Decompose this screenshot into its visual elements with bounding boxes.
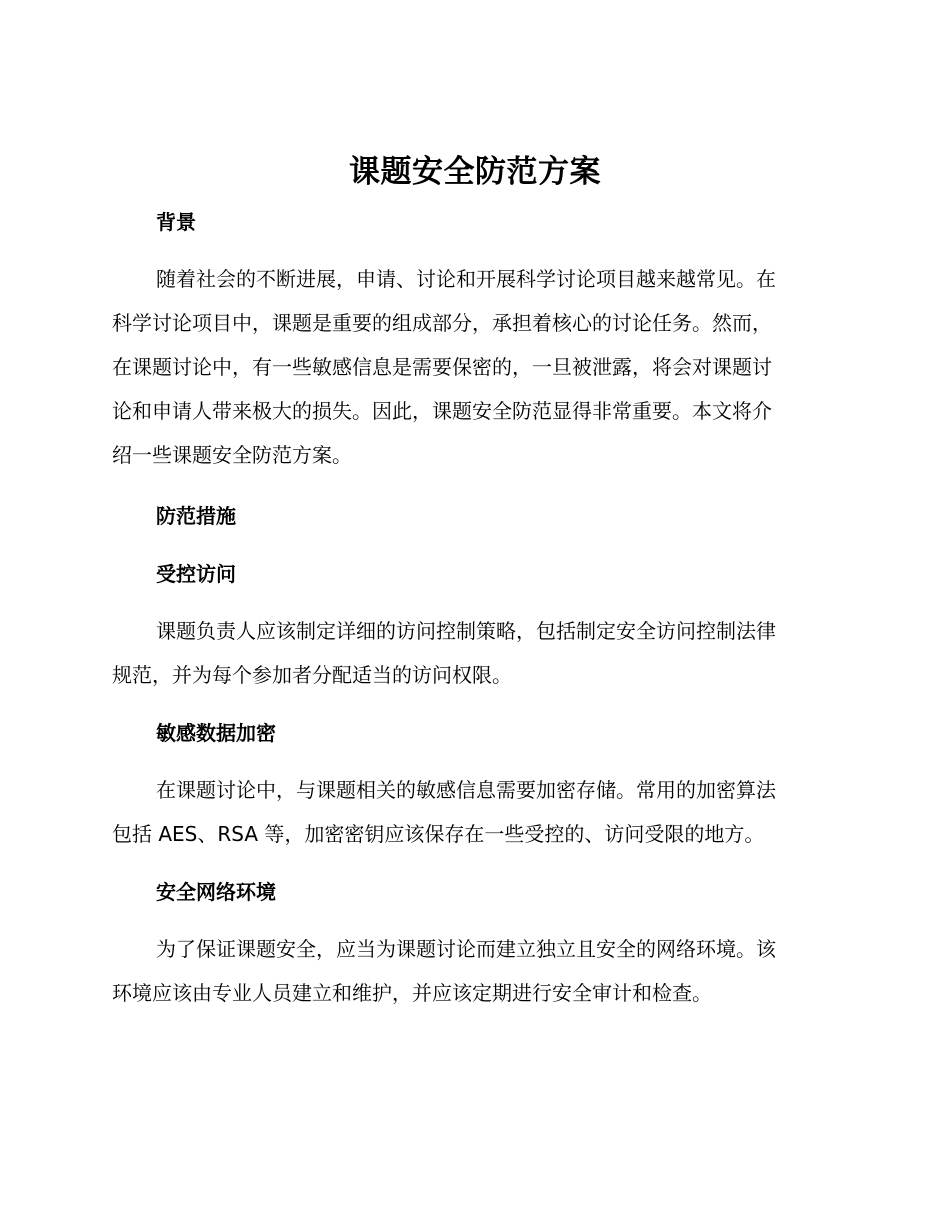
document-title: 课题安全防范方案	[349, 154, 601, 190]
paragraph-line: 科学讨论项目中，课题是重要的组成部分，承担着核心的讨论任务。然而，	[112, 311, 772, 335]
paragraph-background	[112, 257, 832, 477]
paragraph-line: 规范，并为每个参加者分配适当的访问权限。	[112, 663, 512, 687]
paragraph-line: 绍一些课题安全防范方案。	[112, 443, 352, 467]
paragraph-encryption	[112, 768, 832, 856]
section-heading-access-control: 受控访问	[156, 562, 236, 586]
section-heading-network: 安全网络环境	[156, 880, 276, 904]
section-heading-measures: 防范措施	[156, 504, 236, 528]
paragraph-line: 在课题讨论中，与课题相关的敏感信息需要加密存储。常用的加密算法	[156, 778, 776, 802]
section-heading-encryption: 敏感数据加密	[156, 721, 276, 745]
paragraph-line: 随着社会的不断进展，申请、讨论和开展科学讨论项目越来越常见。在	[156, 267, 776, 291]
paragraph-line: 课题负责人应该制定详细的访问控制策略，包括制定安全访问控制法律	[156, 619, 776, 643]
paragraph-network	[112, 927, 832, 1015]
paragraph-line: 包括 AES、RSA 等，加密密钥应该保存在一些受控的、访问受限的地方。	[112, 822, 765, 846]
paragraph-line: 为了保证课题安全，应当为课题讨论而建立独立且安全的网络环境。该	[156, 937, 776, 961]
paragraph-line: 在课题讨论中，有一些敏感信息是需要保密的，一旦被泄露，将会对课题讨	[112, 355, 772, 379]
paragraph-access-control	[112, 609, 832, 697]
section-heading-background: 背景	[156, 210, 196, 234]
paragraph-line: 环境应该由专业人员建立和维护，并应该定期进行安全审计和检查。	[112, 981, 712, 1005]
paragraph-line: 论和申请人带来极大的损失。因此，课题安全防范显得非常重要。本文将介	[112, 399, 772, 423]
